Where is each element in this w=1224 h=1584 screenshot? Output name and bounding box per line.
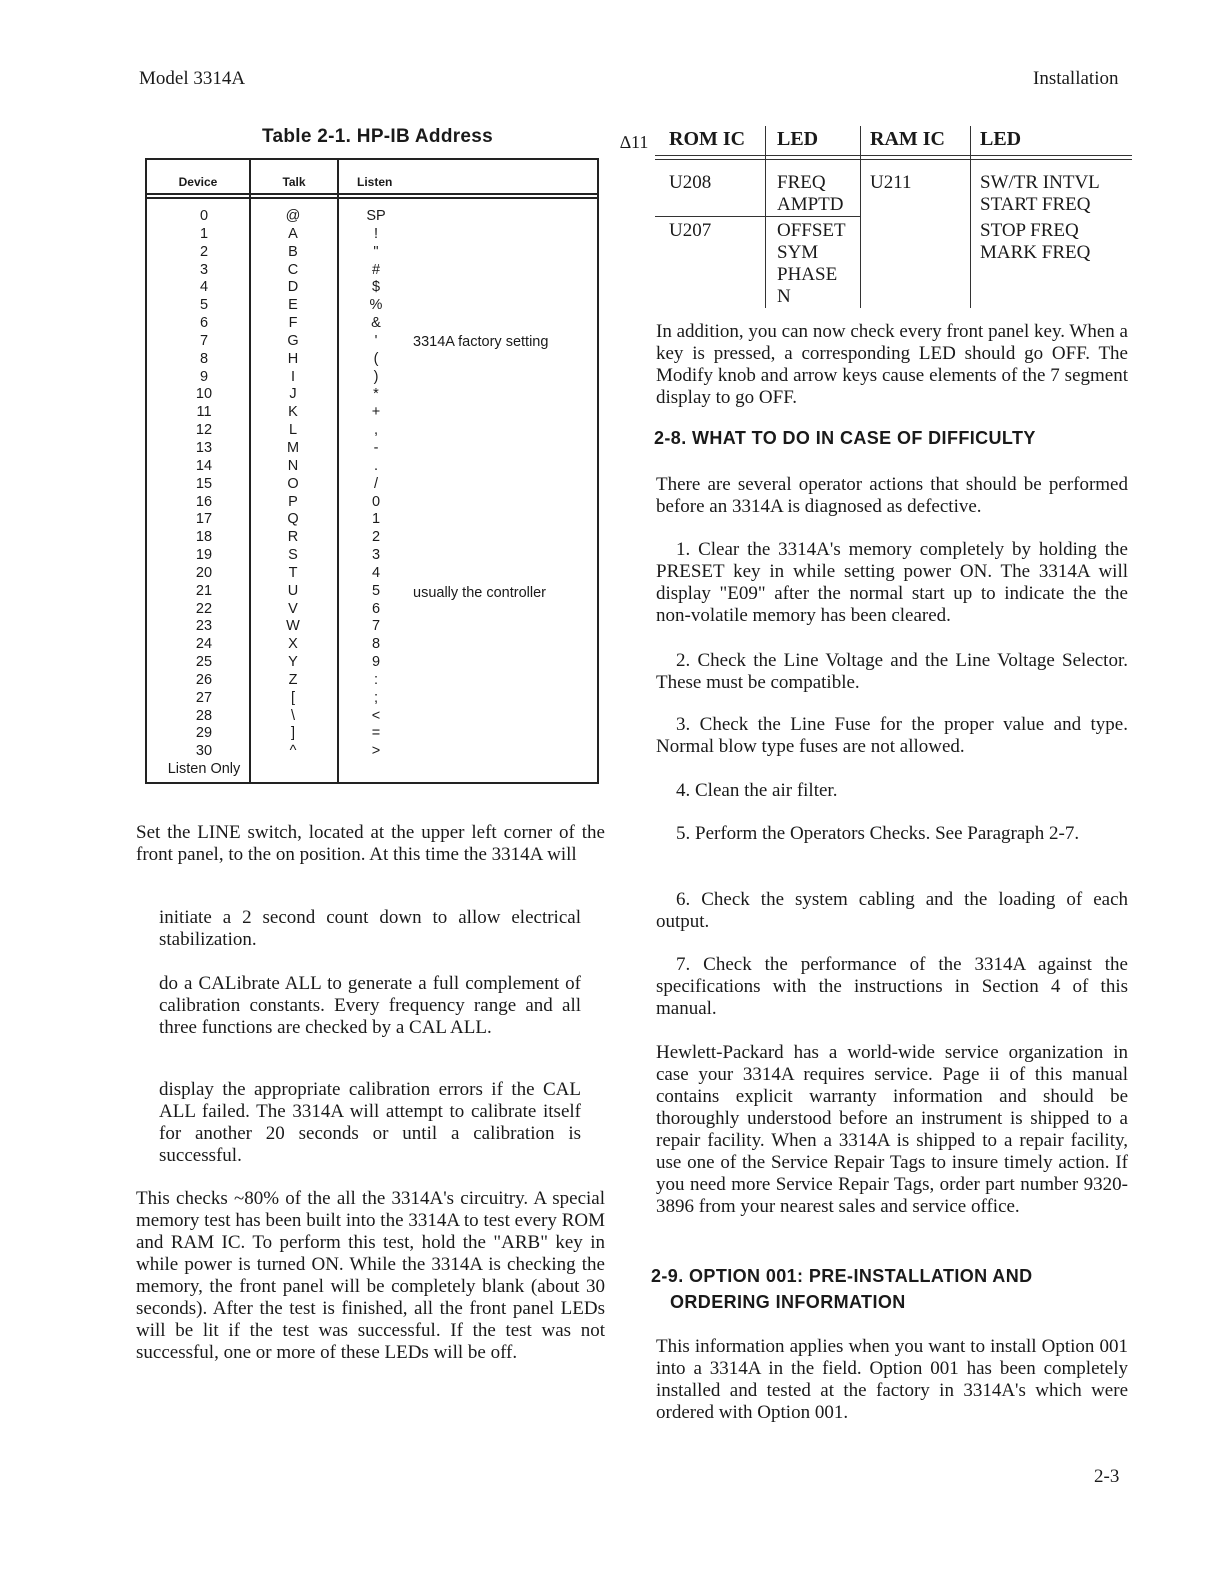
listen-cell: ; — [373, 689, 379, 706]
th-led-1: LED — [777, 128, 819, 150]
startup-item-1: initiate a 2 second count down to allow electrical stabilization. — [159, 907, 581, 950]
device-cell: 17 — [195, 511, 213, 528]
section-2-9-heading-line2: ORDERING INFORMATION — [670, 1292, 906, 1312]
listen-cell: $ — [371, 279, 381, 296]
device-cell: 14 — [195, 457, 213, 474]
talk-cell: ] — [290, 725, 296, 742]
talk-cell: H — [287, 350, 299, 367]
talk-cell: R — [287, 529, 299, 546]
listen-cell: SP — [366, 208, 386, 224]
device-cell: 22 — [195, 600, 213, 617]
rom-ic-1: U208 — [669, 172, 712, 193]
rom2-led-n: N — [777, 286, 791, 307]
talk-cell: V — [288, 600, 298, 617]
listen-cell: 8 — [371, 636, 381, 653]
talk-column — [251, 208, 335, 761]
step-6: 6. Check the system cabling and the loading of each output. — [656, 889, 1128, 932]
section-2-8-intro: There are several operator actions that should be performed before an 3314A is diagnosed as defective. — [656, 474, 1128, 517]
device-cell: 29 — [195, 725, 213, 742]
ram-led-start: START FREQ — [980, 194, 1091, 215]
device-cell: 18 — [195, 529, 213, 546]
device-cell: 12 — [195, 422, 213, 439]
section-2-9-heading-line1: 2-9. OPTION 001: PRE-INSTALLATION AND — [651, 1266, 1033, 1286]
device-cell: 24 — [195, 636, 213, 653]
ram-ic-1: U211 — [870, 172, 912, 193]
device-cell: 15 — [195, 475, 213, 492]
listen-cell: ' — [374, 332, 378, 349]
note-factory-setting: 3314A factory setting — [413, 334, 549, 350]
listen-cell: 1 — [371, 511, 381, 528]
listen-cell: ! — [373, 225, 379, 242]
device-cell: 23 — [195, 618, 213, 635]
listen-cell: , — [373, 422, 379, 439]
table-title: Table 2-1. HP-IB Address — [262, 126, 494, 147]
th-led-2: LED — [980, 128, 1022, 150]
intro-paragraph: Set the LINE switch, located at the upper left corner of the front panel, to the on position. At this time the 3314A will — [136, 822, 605, 865]
listen-cell: : — [373, 671, 379, 688]
listen-cell: % — [369, 297, 383, 314]
device-cell: 13 — [195, 439, 213, 456]
listen-cell: 9 — [371, 654, 381, 671]
talk-cell: @ — [285, 208, 301, 224]
listen-cell: # — [371, 261, 381, 278]
talk-cell: Y — [288, 654, 298, 671]
listen-cell: " — [373, 243, 379, 260]
listen-cell: 2 — [371, 529, 381, 546]
th-rom-ic: ROM IC — [669, 128, 746, 150]
col-header-device: Device — [178, 175, 218, 189]
talk-cell: A — [288, 225, 298, 242]
device-cell: 9 — [199, 368, 209, 385]
ram-led-swtr: SW/TR INTVL — [980, 172, 1100, 193]
listen-cell: * — [373, 386, 379, 403]
talk-cell: L — [288, 422, 298, 439]
talk-cell: D — [287, 279, 299, 296]
talk-cell: M — [286, 439, 300, 456]
device-cell: 20 — [195, 564, 213, 581]
talk-cell: J — [289, 386, 297, 403]
device-cell: 21 — [195, 582, 213, 599]
listen-cell: > — [371, 743, 381, 760]
rom2-led-phase: PHASE — [777, 264, 838, 285]
step-4: 4. Clean the air filter. — [676, 780, 838, 801]
section-2-8-heading: 2-8. WHAT TO DO IN CASE OF DIFFICULTY — [654, 428, 1036, 448]
listen-cell: & — [371, 315, 381, 332]
listen-cell: 5 — [371, 582, 381, 599]
listen-cell: / — [373, 475, 379, 492]
hpib-address-table — [145, 158, 599, 784]
listen-cell: 0 — [371, 493, 381, 510]
talk-cell: P — [288, 493, 298, 510]
startup-item-2: do a CALibrate ALL to generate a full complement of calibration constants. Every frequency range and all three functions are checked by a CAL ALL. — [159, 973, 581, 1038]
listen-column — [346, 208, 406, 761]
page-number: 2-3 — [1094, 1466, 1120, 1487]
talk-cell: F — [288, 315, 298, 332]
device-cell: 19 — [195, 547, 213, 564]
talk-cell: B — [288, 243, 298, 260]
device-cell: 3 — [199, 261, 209, 278]
talk-cell: G — [287, 332, 299, 349]
rom2-led-sym: SYM — [777, 242, 819, 263]
device-cell: 25 — [195, 654, 213, 671]
device-cell: 27 — [195, 689, 213, 706]
talk-cell: O — [287, 475, 299, 492]
talk-cell: S — [288, 547, 298, 564]
revision-mark: ∆11 — [620, 132, 649, 152]
ram-led-mark: MARK FREQ — [980, 242, 1091, 263]
talk-cell: ^ — [289, 743, 297, 760]
startup-item-3: display the appropriate calibration errors if the CAL ALL failed. The 3314A will attempt to calibrate itself for another 20 seconds or until a calibration is successful. — [159, 1079, 581, 1166]
rom2-led-offset: OFFSET — [777, 220, 846, 241]
device-cell: 8 — [199, 350, 209, 367]
listen-cell: ) — [373, 368, 379, 385]
talk-cell: Z — [288, 671, 298, 688]
listen-cell: - — [373, 439, 379, 456]
talk-cell: K — [288, 404, 298, 421]
talk-cell: U — [287, 582, 299, 599]
device-cell: 6 — [199, 315, 209, 332]
listen-cell: 4 — [371, 564, 381, 581]
talk-cell: W — [286, 618, 300, 635]
listen-cell: 3 — [371, 547, 381, 564]
device-cell: 4 — [199, 279, 209, 296]
col-header-listen: Listen — [357, 175, 393, 189]
listen-cell: + — [371, 404, 381, 421]
device-cell: Listen Only — [167, 761, 241, 778]
device-cell: 30 — [195, 743, 213, 760]
device-cell: 26 — [195, 671, 213, 688]
device-cell: 1 — [199, 225, 209, 242]
talk-cell: X — [288, 636, 298, 653]
listen-cell: ( — [373, 350, 379, 367]
listen-cell: . — [373, 457, 379, 474]
device-cell: 16 — [195, 493, 213, 510]
device-cell: 11 — [196, 404, 212, 421]
hp-service-paragraph: Hewlett-Packard has a world-wide service organization in case your 3314A requires service. Page ii of this manual contains explicit warranty information and should be thoroughly understood before an instrument is shipped to a repair facility. When a 3314A is shipped to a repair facility, use one of the Service Repair Tags to insure timely action. If you need more Service Repair Tags, order part number 9320-3896 from your nearest sales and service office. — [656, 1042, 1128, 1217]
step-3: 3. Check the Line Fuse for the proper value and type. Normal blow type fuses are not allowed. — [656, 714, 1128, 757]
step-5: 5. Perform the Operators Checks. See Paragraph 2-7. — [676, 823, 1080, 844]
step-2: 2. Check the Line Voltage and the Line Voltage Selector. These must be compatible. — [656, 650, 1128, 693]
step-7: 7. Check the performance of the 3314A against the specifications with the instructions in Section 4 of this manual. — [656, 954, 1128, 1019]
talk-cell: E — [288, 297, 298, 314]
talk-cell: C — [287, 261, 299, 278]
talk-cell: [ — [290, 689, 296, 706]
talk-cell: \ — [290, 707, 296, 724]
device-cell: 5 — [199, 297, 209, 314]
note-controller: usually the controller — [413, 585, 546, 601]
th-ram-ic: RAM IC — [870, 128, 945, 150]
rom-ram-led-table — [655, 122, 1132, 308]
header-section: Installation — [1033, 68, 1119, 89]
step-1: 1. Clear the 3314A's memory completely by holding the PRESET key in while setting power ON. The 3314A will display "E09" after the normal start up to indicate the the non-volatile memory has been cleared. — [656, 539, 1128, 626]
col-header-talk: Talk — [282, 175, 306, 189]
ram-led-stop: STOP FREQ — [980, 220, 1079, 241]
listen-cell: 6 — [371, 600, 381, 617]
device-cell: 2 — [199, 243, 209, 260]
memory-test-paragraph: This checks ~80% of the all the 3314A's circuitry. A special memory test has been built into the 3314A to test every ROM and RAM IC. To perform this test, hold the "ARB" key in while power is turned ON. While the 3314A is checking the memory, the front panel will be completely blank (about 30 seconds). After the test is finished, all the front panel LEDs will be lit if the test was successful. If the test was not successful, one or more of these LEDs will be off. — [136, 1188, 605, 1363]
rom-ic-2: U207 — [669, 220, 712, 241]
listen-cell: < — [371, 707, 381, 724]
talk-cell: I — [290, 368, 296, 385]
section-2-9-text: This information applies when you want to install Option 001 into a 3314A in the field. Option 001 has been completely installed and tested at the factory in 3314A's which were ordered with Option 001. — [656, 1336, 1128, 1423]
rom1-led-freq: FREQ — [777, 172, 826, 193]
talk-cell: T — [288, 564, 298, 581]
listen-cell: = — [371, 725, 381, 742]
device-cell: 10 — [195, 386, 213, 403]
device-column — [147, 208, 261, 779]
listen-cell: 7 — [371, 618, 381, 635]
device-cell: 7 — [199, 332, 209, 349]
header-model: Model 3314A — [139, 68, 246, 89]
device-cell: 28 — [195, 707, 213, 724]
talk-cell: N — [287, 457, 299, 474]
talk-cell: Q — [287, 511, 299, 528]
addition-paragraph: In addition, you can now check every front panel key. When a key is pressed, a corresponding LED should go OFF. The Modify knob and arrow keys cause elements of the 7 segment display to go OFF. — [656, 321, 1128, 408]
device-cell: 0 — [199, 208, 209, 224]
rom1-led-amptd: AMPTD — [777, 194, 844, 215]
